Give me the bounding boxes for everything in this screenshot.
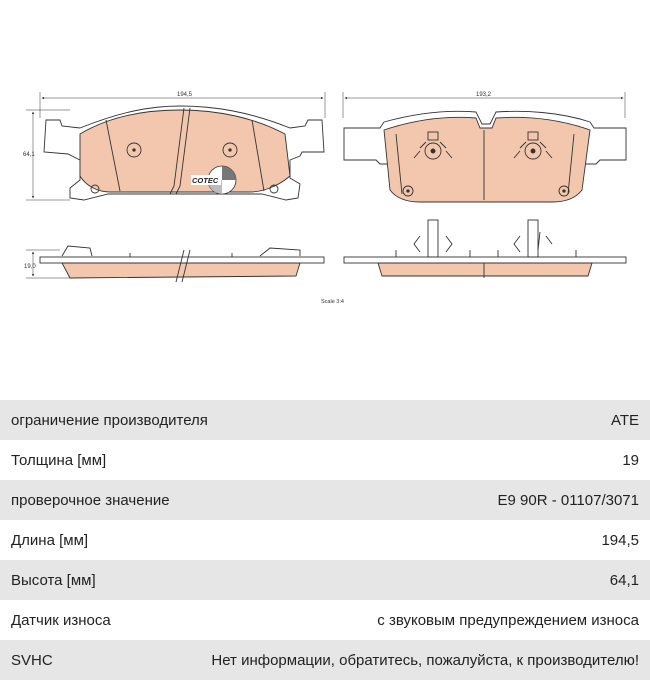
right-pad-side-view bbox=[344, 220, 626, 278]
left-pad-side-view bbox=[26, 246, 324, 282]
spec-value: 194,5 bbox=[601, 531, 639, 549]
spec-row bbox=[0, 440, 650, 480]
dim-height-label: 64,1 bbox=[23, 152, 35, 158]
right-side-friction bbox=[378, 263, 592, 276]
spec-row bbox=[0, 600, 650, 640]
right-side-plate bbox=[344, 257, 626, 263]
left-friction-material bbox=[80, 110, 290, 192]
spec-label: проверочное значение bbox=[11, 491, 170, 509]
spec-label: SVHC bbox=[11, 651, 53, 669]
spec-label: Высота [мм] bbox=[11, 571, 96, 589]
spec-value: ATE bbox=[610, 411, 639, 429]
spec-row bbox=[0, 640, 650, 680]
specifications-table bbox=[0, 400, 650, 680]
spec-row bbox=[0, 480, 650, 520]
spec-value: E9 90R - 01107/3071 bbox=[497, 491, 639, 509]
dim-length-right-label: 193,2 bbox=[476, 92, 492, 98]
spec-value: Нет информации, обратитесь, пожалуйста, к производителю! bbox=[211, 651, 639, 669]
spec-value: 64,1 bbox=[609, 571, 639, 589]
spec-row bbox=[0, 560, 650, 600]
spec-value: 19 bbox=[622, 451, 639, 469]
right-pad-front-view bbox=[343, 92, 626, 202]
left-side-friction bbox=[62, 263, 300, 278]
spec-label: Датчик износа bbox=[11, 611, 111, 629]
spec-label: Толщина [мм] bbox=[11, 451, 107, 469]
spec-row bbox=[0, 520, 650, 560]
scale-label: Scale 3:4 bbox=[321, 299, 344, 305]
spec-label: Длина [мм] bbox=[11, 531, 89, 549]
spec-row bbox=[0, 400, 650, 440]
spec-label: ограничение производителя bbox=[11, 411, 208, 429]
spec-value: с звуковым предупреждением износа bbox=[377, 611, 639, 629]
dim-length-left-label: 194,5 bbox=[177, 92, 193, 98]
logo-text: COTEC bbox=[192, 176, 219, 185]
left-pad-front-view bbox=[26, 92, 325, 200]
dim-thickness-label: 19,0 bbox=[24, 264, 36, 270]
